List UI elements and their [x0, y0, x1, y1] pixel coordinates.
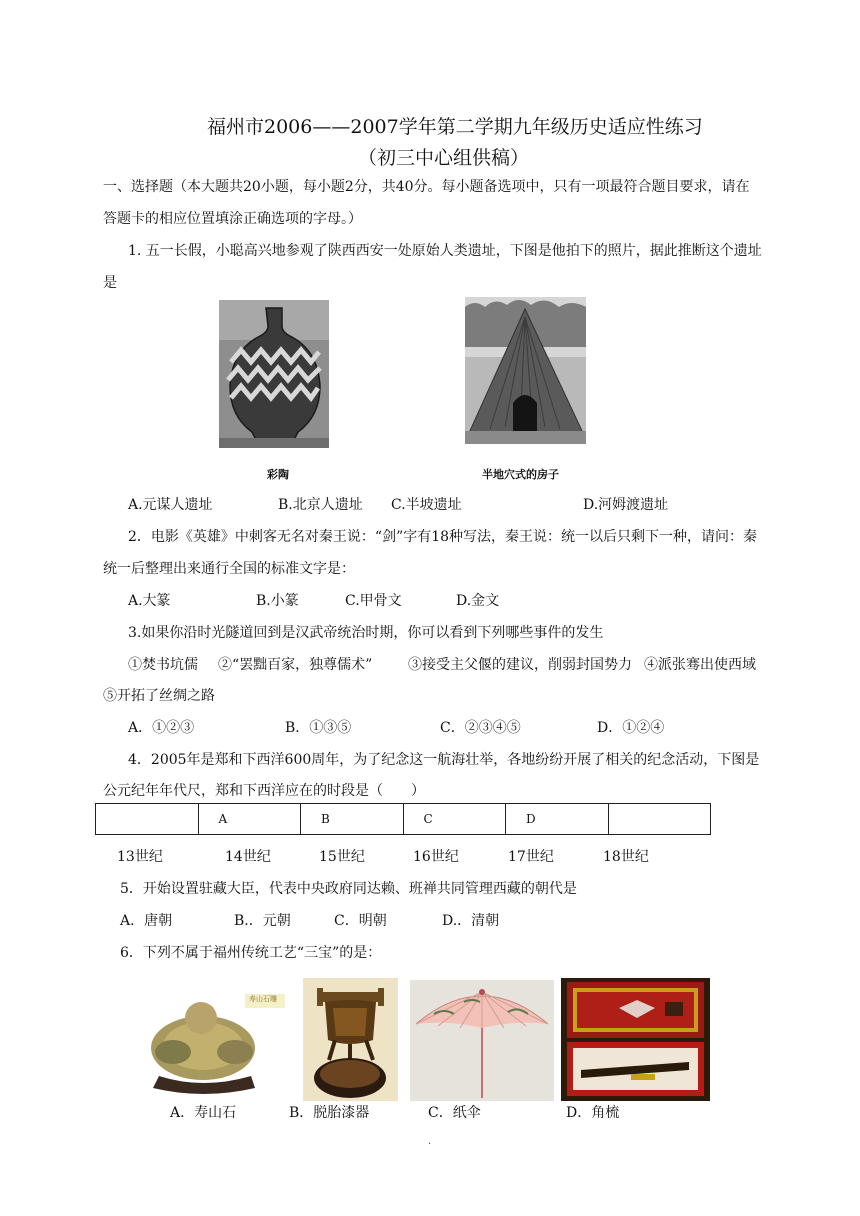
q2-option-c: C.甲骨文	[345, 593, 402, 609]
century-label: 16世纪	[413, 849, 459, 865]
timeline-ruler	[95, 803, 711, 835]
section-heading-line2: 答题卡的相应位置填涂正确选项的字母。）	[103, 211, 362, 227]
q5-option-c: C．明朝	[334, 913, 387, 929]
q6-option-d: D．角梳	[566, 1105, 620, 1121]
q1-stem-line2: 是	[103, 275, 117, 291]
q2-option-b: B.小篆	[256, 593, 299, 609]
q3-item-1: ①焚书坑儒	[128, 657, 198, 673]
q3-item-4: ④派张骞出使西域	[644, 657, 756, 673]
page-subtitle: （初三中心组供稿）	[358, 147, 530, 169]
q4-stem-line2: 公元纪年年代尺，郑和下西洋应在的时段是（ ）	[103, 783, 425, 799]
timeline-segment	[96, 804, 199, 835]
q1-option-a: A.元谋人遗址	[128, 497, 213, 513]
section-heading-line1: 一、选择题（本大题共20小题，每小题2分，共40分。每小题备选项中，只有一项最符合题目要求，请在	[103, 179, 750, 195]
timeline-segment-c: C	[403, 804, 506, 835]
q3-item-3: ③接受主父偃的建议，削弱封国势力	[408, 657, 632, 673]
q6-option-b: B．脱胎漆器	[289, 1105, 370, 1121]
paper-umbrella-photo	[410, 980, 554, 1101]
q5-option-d: D.．清朝	[442, 913, 500, 929]
q5-option-b: B.．元朝	[234, 913, 291, 929]
timeline-segment	[608, 804, 711, 835]
q5-stem: 5．开始设置驻藏大臣，代表中央政府同达赖、班禅共同管理西藏的朝代是	[120, 881, 577, 897]
q3-option-b: B．①③⑤	[285, 720, 352, 736]
horn-comb-photo	[561, 978, 710, 1101]
timeline-segment-a: A	[198, 804, 301, 835]
q5-option-a: A．唐朝	[120, 913, 173, 929]
q3-stem: 3.如果你沿时光隧道回到是汉武帝统治时期，你可以看到下列哪些事件的发生	[128, 625, 604, 641]
q6-option-a: A．寿山石	[170, 1105, 237, 1121]
q6-stem: 6．下列不属于福州传统工艺“三宝”的是：	[120, 945, 382, 961]
page-title: 福州市2006——2007学年第二学期九年级历史适应性练习	[207, 116, 703, 138]
q2-option-a: A.大篆	[128, 593, 171, 609]
q3-option-d: D．①②④	[597, 720, 665, 736]
century-label: 15世纪	[319, 849, 365, 865]
timeline-segment-d: D	[506, 804, 609, 835]
shoushan-stamp: 寿山石雕	[249, 995, 277, 1003]
q3-option-c: C．②③④⑤	[440, 720, 521, 736]
q2-stem-line1: 2．电影《英雄》中刺客无名对秦王说：“剑”字有18种写法，秦王说：统一以后只剩下一种，请问：秦	[128, 529, 758, 545]
q1-option-d: D.河姆渡遗址	[583, 497, 669, 513]
century-label: 17世纪	[508, 849, 554, 865]
semi-subterranean-house-photo	[465, 297, 586, 444]
q1-option-b: B.北京人遗址	[278, 497, 363, 513]
century-label: 18世纪	[603, 849, 649, 865]
lacquerware-photo	[303, 978, 398, 1101]
q3-item-2: ②“罢黜百家，独尊儒术”	[218, 657, 373, 673]
q2-stem-line2: 统一后整理出来通行全国的标准文字是：	[103, 561, 355, 577]
timeline-segment-b: B	[301, 804, 404, 835]
q1-option-c: C.半坡遗址	[391, 497, 462, 513]
q3-item-5: ⑤开拓了丝绸之路	[103, 688, 215, 704]
q3-option-a: A．①②③	[128, 720, 195, 736]
house-caption: 半地穴式的房子	[482, 468, 559, 481]
footer-mark: .	[428, 1136, 432, 1147]
q6-option-c: C．纸伞	[428, 1105, 481, 1121]
century-label: 14世纪	[225, 849, 271, 865]
shoushan-stone-photo	[143, 980, 298, 1100]
pottery-caption: 彩陶	[267, 468, 289, 481]
q2-option-d: D.金文	[456, 593, 500, 609]
q1-stem-line1: 1. 五一长假，小聪高兴地参观了陕西西安一处原始人类遗址，下图是他拍下的照片，据此推断这个遗址	[128, 243, 762, 259]
q4-stem-line1: 4．2005年是郑和下西洋600周年，为了纪念这一航海壮举，各地纷纷开展了相关的纪念活动，下图是	[128, 752, 760, 768]
century-label: 13世纪	[117, 849, 163, 865]
painted-pottery-photo	[219, 300, 329, 448]
